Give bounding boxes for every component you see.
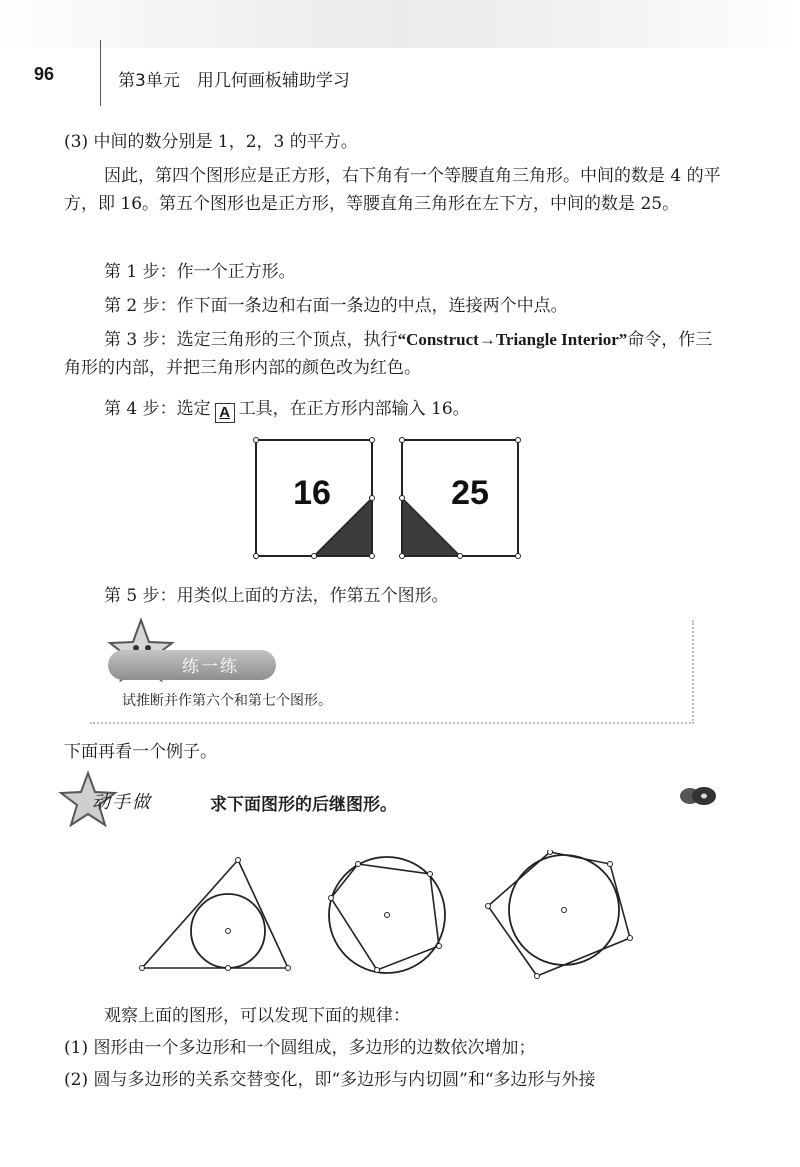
step-3-command: “Construct→Triangle Interior” [397, 330, 628, 349]
step-3-pre: 第 3 步：选定三角形的三个顶点，执行 [104, 330, 398, 350]
observe-rule-2: (2) 圆与多边形的关系交替变化，即“多边形与内切圆”和“多边形与外接 [64, 1070, 596, 1090]
after-practice-text: 下面再看一个例子。 [64, 742, 217, 762]
square-right-number: 25 [451, 474, 489, 512]
disc-icon [676, 784, 720, 808]
paragraph-1: 因此，第四个图形应是正方形，右下角有一个等腰直角三角形。中间的数是 4 的平方，即 16。第五个图形也是正方形，等腰直角三角形在左下方，中间的数是 25。 [64, 166, 721, 214]
step-1: 第 1 步：作一个正方形。 [104, 262, 296, 282]
step-3 [64, 326, 724, 382]
observe-rule-1: (1) 图形由一个多边形和一个圆组成，多边形的边数依次增加； [64, 1038, 536, 1058]
step-4-pre: 第 4 步：选定 [104, 399, 211, 419]
text-line-1: (3) 中间的数分别是 1，2，3 的平方。 [64, 132, 358, 152]
header-divider [100, 40, 101, 106]
square-16 [254, 438, 375, 559]
top-texture-band [0, 0, 800, 48]
step-2: 第 2 步：作下面一条边和右面一条边的中点，连接两个中点。 [104, 296, 568, 316]
square-left-number: 16 [293, 474, 331, 512]
square-25 [400, 438, 521, 559]
step-4 [64, 395, 724, 423]
pentagon-with-incircle [486, 850, 633, 979]
practice-text: 试推断并作第六个和第七个图形。 [122, 693, 332, 709]
step-5: 第 5 步：用类似上面的方法，作第五个图形。 [104, 586, 449, 606]
doit-label: 动手做 [92, 792, 152, 813]
step-4-post: 工具，在正方形内部输入 16。 [238, 399, 470, 419]
polygon-circle-figure [130, 850, 650, 980]
text-tool-icon: A [215, 403, 235, 423]
observe-intro: 观察上面的图形，可以发现下面的规律： [104, 1006, 410, 1026]
doit-task: 求下面图形的后继图形。 [210, 795, 397, 815]
triangle-with-incircle [140, 858, 291, 971]
squares-figure [248, 432, 532, 564]
step-3-post: 命令，作三角形的内部，并把三角形内部的颜色改为红色。 [64, 330, 713, 378]
unit-title: 第3单元 用几何画板辅助学习 [118, 71, 350, 91]
practice-label: 练一练 [182, 657, 239, 677]
page-number: 96 [34, 64, 55, 84]
quadrilateral-in-circle [329, 857, 446, 973]
